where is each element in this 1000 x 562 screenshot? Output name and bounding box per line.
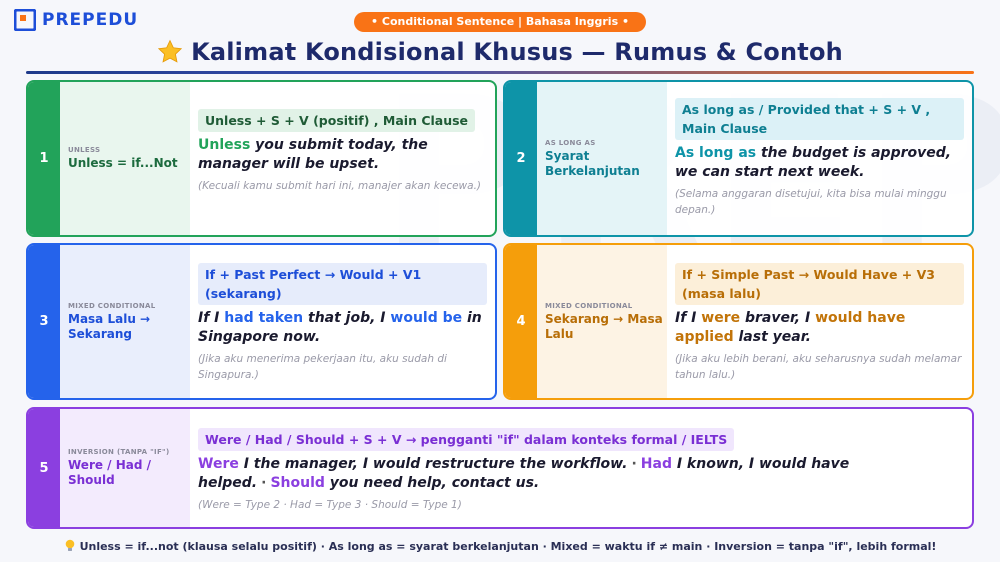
- example-sentence: [675, 144, 964, 182]
- lightbulb-icon: [64, 539, 76, 553]
- separator: ·: [631, 456, 637, 472]
- keyword: Were: [198, 456, 239, 472]
- card-content: [675, 263, 964, 383]
- keyword: would have applied: [675, 310, 906, 345]
- card-inversion: [26, 407, 974, 529]
- star-icon: [157, 39, 183, 65]
- example-sentence: [675, 309, 964, 347]
- title-row: [0, 34, 1000, 70]
- footer-summary: [0, 536, 1000, 556]
- keyword: were: [701, 310, 741, 326]
- keyword: would be: [390, 310, 463, 326]
- keyword: had taken: [224, 310, 304, 326]
- card-label: Unless = if...Not: [68, 156, 178, 170]
- example-text: you submit today, the manager will be upset.: [198, 137, 428, 172]
- card-label-panel: [60, 82, 190, 235]
- footer-text: Unless = if...not (klausa selalu positif) · As long as = syarat berkelanjutan · Mixed = waktu if ≠ main · Inversion = tanpa "if", lebih formal!: [79, 539, 937, 553]
- card-number: 1: [28, 82, 60, 235]
- translation: (Were = Type 2 · Had = Type 3 · Should = Type 1): [198, 499, 462, 511]
- example-text: you need help, contact us.: [324, 475, 540, 491]
- card-tag: MIXED CONDITIONAL: [545, 301, 633, 310]
- example-text: in Singapore now.: [198, 310, 482, 345]
- brand-logo[interactable]: [14, 9, 138, 31]
- translation: (Selama anggaran disetujui, kita bisa mulai minggu depan.): [675, 188, 947, 216]
- card-unless: [26, 80, 497, 237]
- card-label: Syarat Berkelanjutan: [545, 148, 640, 178]
- card-tag: AS LONG AS: [545, 138, 596, 147]
- example-sentence: [198, 136, 487, 174]
- card-content: [675, 98, 964, 218]
- translation: (Jika aku menerima pekerjaan itu, aku sudah di Singapura.): [198, 353, 447, 381]
- page-title: Kalimat Kondisional Khusus — Rumus & Contoh: [191, 38, 843, 66]
- card-tag: UNLESS: [68, 146, 101, 154]
- example-text: I known, I would have helped.: [198, 456, 850, 491]
- card-label: Sekarang → Masa Lalu: [545, 311, 663, 341]
- topic-pill: • Conditional Sentence | Bahasa Inggris •: [354, 12, 646, 32]
- example-text: If I: [675, 310, 702, 326]
- translation: (Jika aku lebih berani, aku seharusnya sudah melamar tahun lalu.): [675, 353, 962, 381]
- example-text: I the manager, I would restructure the workflow.: [238, 456, 628, 472]
- example-text: braver, I: [740, 310, 816, 326]
- card-mixed-present-past: [503, 243, 974, 400]
- card-label-panel: [60, 245, 190, 398]
- separator: ·: [261, 475, 267, 491]
- example-text: If I: [198, 310, 225, 326]
- translation: (Kecuali kamu submit hari ini, manajer akan kecewa.): [198, 180, 482, 192]
- example-text: last year.: [733, 329, 811, 345]
- card-as-long-as: [503, 80, 974, 237]
- card-mixed-past-present: [26, 243, 497, 400]
- keyword: Should: [270, 475, 325, 491]
- card-number: 3: [28, 245, 60, 398]
- formula-box: As long as / Provided that + S + V , Main Clause: [675, 98, 964, 140]
- card-number: 4: [505, 245, 537, 398]
- card-label: Masa Lalu → Sekarang: [68, 311, 151, 341]
- formula-box: If + Simple Past → Would Have + V3 (masa lalu): [675, 263, 964, 305]
- brand-name: PREPEDU: [42, 10, 139, 30]
- keyword: Unless: [198, 137, 251, 153]
- card-tag: INVERSION (TANPA "IF"): [68, 448, 170, 456]
- keyword: Had: [640, 456, 672, 472]
- example-sentence: [198, 455, 964, 493]
- card-number: 2: [505, 82, 537, 235]
- example-sentence: [198, 309, 487, 347]
- card-content: [198, 109, 487, 194]
- example-text: that job, I: [303, 310, 391, 326]
- formula-box: Unless + S + V (positif) , Main Clause: [198, 109, 475, 132]
- example-text: the budget is approved, we can start next week.: [675, 145, 952, 180]
- title-divider: [26, 71, 974, 74]
- card-content: [198, 263, 487, 383]
- card-label-panel: [537, 82, 667, 235]
- keyword: As long as: [675, 145, 757, 161]
- card-label-panel: [60, 409, 190, 527]
- card-number: 5: [28, 409, 60, 527]
- card-label: Were / Had / Should: [68, 458, 152, 487]
- card-content: [198, 428, 964, 513]
- prep-logo-icon: [14, 9, 36, 31]
- card-tag: MIXED CONDITIONAL: [68, 301, 156, 310]
- card-label-panel: [537, 245, 667, 398]
- formula-box: Were / Had / Should + S + V → pengganti "if" dalam konteks formal / IELTS: [198, 428, 734, 451]
- formula-box: If + Past Perfect → Would + V1 (sekarang): [198, 263, 487, 305]
